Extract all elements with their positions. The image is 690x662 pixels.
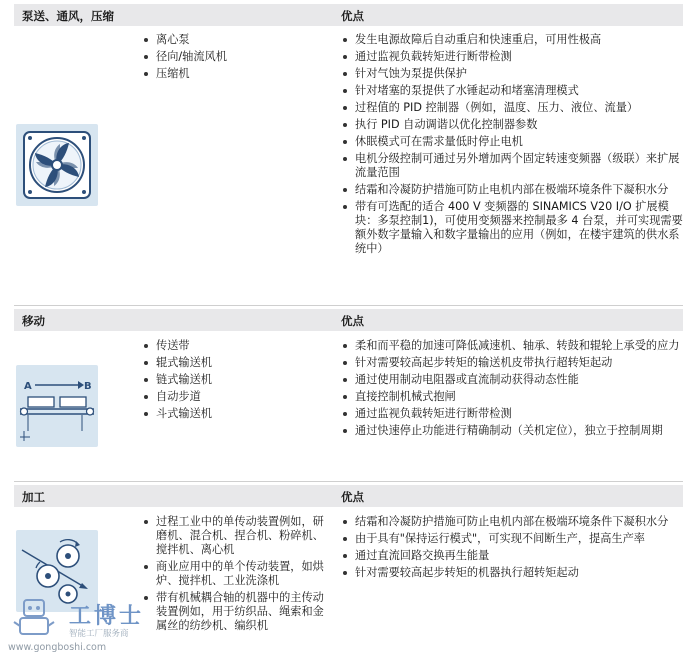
list-item: 电机分级控制可通过另外增加两个固定转速变频器（级联）来扩展流量范围 [341, 152, 683, 180]
watermark-url: www.gongboshi.com [8, 642, 107, 653]
advantages-list [341, 339, 683, 441]
advantages-title: 优点 [341, 490, 364, 504]
list-item: 离心泵 [142, 33, 328, 47]
list-item: 结霜和冷凝防护措施可防止电机内部在极端环境条件下凝积水分 [341, 515, 683, 529]
section-title: 移动 [22, 314, 45, 328]
section-header [14, 485, 683, 507]
list-item: 发生电源故障后自动重启和快速重启，可用性极高 [341, 33, 683, 47]
list-item: 商业应用中的单个传动装置，如烘炉、搅拌机、工业洗涤机 [142, 560, 328, 588]
advantages-list [341, 33, 683, 259]
list-item: 由于具有"保持运行模式"，可实现不间断生产，提高生产率 [341, 532, 683, 546]
applications-list [142, 515, 328, 636]
list-item: 径向/轴流风机 [142, 50, 328, 64]
list-item: 直接控制机械式抱闸 [341, 390, 683, 404]
applications-list [142, 33, 328, 84]
robot-logo-icon [6, 594, 66, 640]
fan-icon [16, 124, 98, 206]
conveyor-icon [16, 365, 98, 447]
list-item: 斗式输送机 [142, 407, 328, 421]
advantages-title: 优点 [341, 314, 364, 328]
list-item: 链式输送机 [142, 373, 328, 387]
list-item: 自动步道 [142, 390, 328, 404]
list-item: 过程值的 PID 控制器（例如，温度、压力、液位、流量） [341, 101, 683, 115]
list-item: 带有可选配的适合 400 V 变频器的 SINAMICS V20 I/O 扩展模块：多泵控制1)，可使用变频器来控制最多 4 台泵，并可实现需要额外数字量输入和数字量输出的应用（例如，在楼宇建筑的供水系统中） [341, 200, 683, 256]
list-item: 执行 PID 自动调谐以优化控制器参数 [341, 118, 683, 132]
list-item: 压缩机 [142, 67, 328, 81]
list-item: 针对堵塞的泵提供了水锤起动和堵塞清理模式 [341, 84, 683, 98]
list-item: 通过监视负载转矩进行断带检测 [341, 407, 683, 421]
list-item: 针对需要较高起步转矩的输送机皮带执行超转矩起动 [341, 356, 683, 370]
watermark [6, 594, 166, 656]
watermark-subtitle: 智能工厂服务商 [69, 629, 129, 639]
conveyor-label-b: B [84, 381, 92, 392]
list-item: 过程工业中的单传动装置例如，研磨机、混合机、捏合机、粉碎机、搅拌机、离心机 [142, 515, 328, 557]
advantages-list [341, 515, 683, 583]
applications-list [142, 339, 328, 424]
list-item: 结霜和冷凝防护措施可防止电机内部在极端环境条件下凝积水分 [341, 183, 683, 197]
section-header [14, 4, 683, 26]
list-item: 针对气蚀为泵提供保护 [341, 67, 683, 81]
list-item: 辊式输送机 [142, 356, 328, 370]
list-item: 通过监视负载转矩进行断带检测 [341, 50, 683, 64]
list-item: 带有机械耦合轴的机器中的主传动装置例如，用于纺织品、绳索和金属丝的纺纱机、编织机 [142, 591, 328, 633]
section-title: 加工 [22, 490, 45, 504]
watermark-brand: 工博士 [69, 604, 145, 629]
list-item: 通过快速停止功能进行精确制动（关机定位），独立于控制周期 [341, 424, 683, 438]
section-title: 泵送、通风，压缩 [22, 9, 114, 23]
divider [14, 305, 683, 306]
list-item: 传送带 [142, 339, 328, 353]
list-item: 通过直流回路交换再生能量 [341, 549, 683, 563]
divider [14, 481, 683, 482]
list-item: 休眠模式可在需求量低时停止电机 [341, 135, 683, 149]
advantages-title: 优点 [341, 9, 364, 23]
list-item: 通过使用制动电阻器或直流制动获得动态性能 [341, 373, 683, 387]
conveyor-label-a: A [24, 381, 32, 392]
list-item: 柔和而平稳的加速可降低减速机、轴承、转鼓和辊轮上承受的应力 [341, 339, 683, 353]
list-item: 针对需要较高起步转矩的机器执行超转矩起动 [341, 566, 683, 580]
section-header [14, 309, 683, 331]
